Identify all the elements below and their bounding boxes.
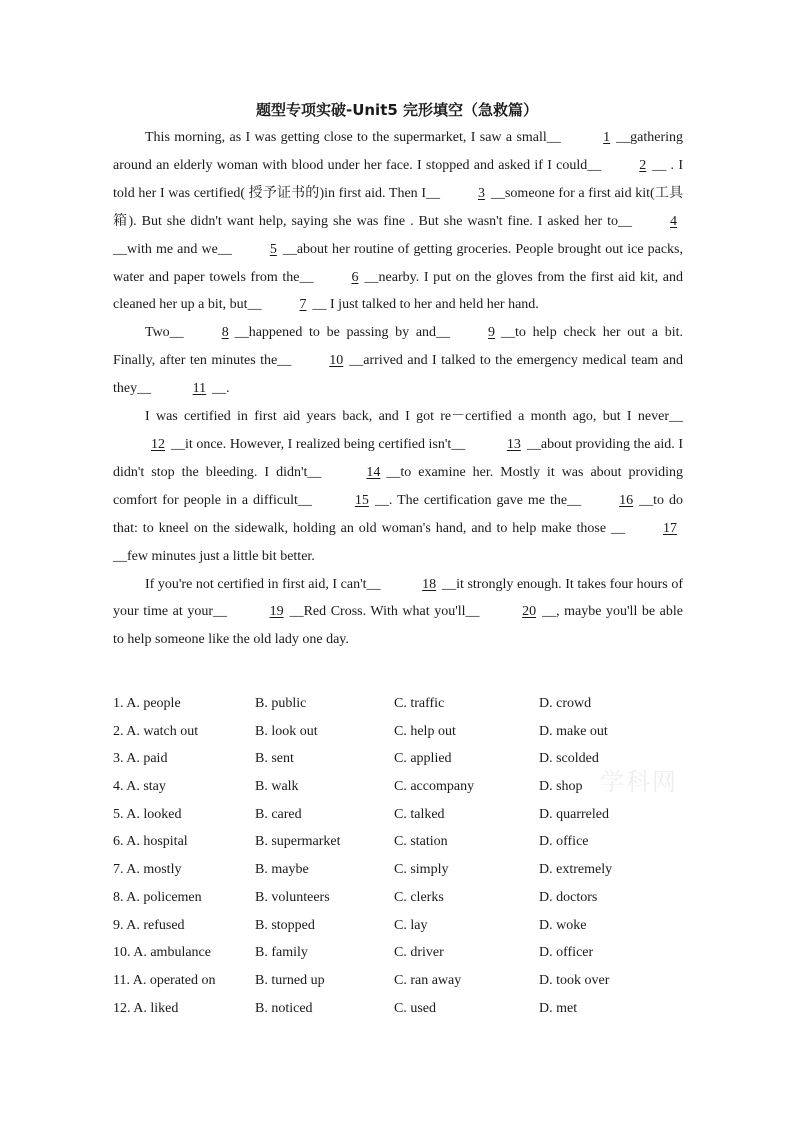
- blank-number: 13: [506, 436, 521, 452]
- option-choice: D. scolded: [539, 751, 599, 767]
- option-choice: B. stopped: [255, 917, 315, 933]
- option-choice: C. accompany: [394, 779, 475, 795]
- option-choice: D. shop: [539, 779, 583, 795]
- passage-paragraph: [113, 124, 683, 319]
- option-choice: D. met: [539, 1000, 578, 1016]
- passage-text: __.: [212, 381, 230, 397]
- blank-number: 18: [422, 576, 437, 592]
- page-title: 题型专项实破-Unit5 完形填空（急救篇）: [255, 101, 539, 119]
- blank-number: 20: [522, 604, 537, 620]
- blank-number: 11: [192, 381, 207, 397]
- passage-text: __arrived and I talked to the emergency medical team and they__: [113, 353, 683, 397]
- blank-number: 1: [603, 130, 611, 145]
- option-choice: C. clerks: [394, 889, 444, 905]
- passage-text: __ . I told her I was certified( 授予证书的)in first aid. Then I__: [113, 157, 683, 201]
- passage-text: __to do that: to kneel on the sidewalk, holding an old woman's hand, and to help make those __: [113, 492, 684, 536]
- option-choice: D. took over: [539, 972, 610, 988]
- passage-text: __it once. However, I realized being certified isn't__: [171, 436, 469, 452]
- option-choice: C. applied: [394, 751, 452, 767]
- question-row: [113, 718, 713, 746]
- question-row: [113, 828, 713, 856]
- question-row: [113, 995, 713, 1023]
- passage-text: __about providing the aid. I didn't stop the bleeding. I didn't__: [113, 436, 683, 480]
- blank-number: 9: [488, 325, 496, 341]
- blank-number: 14: [366, 464, 381, 480]
- passage-paragraph: [113, 403, 683, 570]
- passage-text: __about her routine of getting groceries. People brought out ice packs, water and paper towels from the__: [113, 241, 683, 285]
- option-choice: D. extremely: [539, 862, 613, 878]
- option-choice: C. driver: [394, 945, 444, 961]
- option-choice: 11. A. operated on: [113, 972, 216, 988]
- blank-number: 17: [663, 520, 677, 536]
- blank-number: 7: [299, 297, 307, 313]
- option-choice: B. noticed: [255, 1000, 313, 1016]
- option-choice: B. sent: [255, 751, 294, 767]
- blank-number: 3: [477, 185, 485, 201]
- passage-text: __, maybe you'll be able to help someone like the old lady one day.: [113, 604, 683, 648]
- blank-number: 6: [351, 269, 359, 285]
- blank-number: 2: [639, 157, 647, 173]
- option-choice: B. family: [255, 945, 308, 961]
- passage-text: __ I just talked to her and held her hand.: [312, 297, 539, 313]
- passage-paragraph: [113, 319, 683, 403]
- question-row: [113, 690, 713, 718]
- option-choice: C. lay: [394, 917, 428, 933]
- passage-text: __to examine her. Mostly it was about providing comfort for people in a difficult__: [113, 464, 684, 508]
- question-row: [113, 967, 713, 995]
- option-choice: C. traffic: [394, 696, 445, 711]
- option-choice: 7. A. mostly: [113, 862, 182, 878]
- question-row: [113, 884, 713, 912]
- passage-text: If you're not certified in first aid, I can't__: [145, 576, 385, 592]
- option-choice: D. quarreled: [539, 806, 609, 822]
- option-choice: C. ran away: [394, 972, 462, 988]
- option-choice: B. public: [255, 696, 307, 711]
- option-choice: 8. A. policemen: [113, 889, 202, 905]
- option-choice: 1. A. people: [113, 696, 181, 711]
- passage-text: __with me and we__: [113, 241, 232, 257]
- option-choice: B. turned up: [255, 972, 325, 988]
- passage-text: __. The certification gave me the__: [374, 492, 582, 508]
- option-choice: 3. A. paid: [113, 751, 168, 767]
- blank-number: 5: [269, 241, 277, 257]
- answer-options: [113, 690, 713, 1022]
- blank-number: 15: [354, 492, 369, 508]
- option-choice: B. supermarket: [255, 834, 341, 850]
- blank-number: 16: [619, 492, 634, 508]
- option-choice: B. cared: [255, 806, 302, 822]
- passage-text: This morning, as I was getting close to the supermarket, I saw a small__: [145, 130, 566, 145]
- blank-number: 12: [151, 436, 165, 452]
- passage-text: __gathering around an elderly woman with blood under her face. I stopped and asked if I could__: [113, 130, 683, 173]
- option-choice: 10. A. ambulance: [113, 945, 211, 961]
- passage-text: __few minutes just a little bit better.: [113, 548, 315, 564]
- question-row: [113, 939, 713, 967]
- blank-number: 4: [670, 213, 677, 229]
- option-choice: B. look out: [255, 723, 318, 739]
- option-choice: D. woke: [539, 917, 587, 933]
- question-row: [113, 801, 713, 829]
- passage-text: __to help check her out a bit. Finally, after ten minutes the__: [113, 325, 683, 369]
- option-choice: 4. A. stay: [113, 779, 166, 795]
- passage-text: __nearby. I put on the gloves from the first aid kit, and cleaned her up a bit, but__: [113, 269, 684, 313]
- question-row: [113, 856, 713, 884]
- option-choice: C. simply: [394, 862, 449, 878]
- option-choice: 2. A. watch out: [113, 723, 199, 739]
- blank-number: 8: [221, 325, 229, 341]
- option-choice: 6. A. hospital: [113, 834, 188, 850]
- blank-number: 19: [269, 604, 284, 620]
- option-choice: C. help out: [394, 723, 456, 739]
- option-choice: B. volunteers: [255, 889, 330, 905]
- passage-text: Two__: [145, 325, 184, 341]
- cloze-passage: [113, 124, 683, 654]
- option-choice: D. crowd: [539, 696, 592, 711]
- option-choice: C. used: [394, 1000, 436, 1016]
- passage-text: I was certified in first aid years back, and I got re－certified a month ago, but I never__: [145, 409, 683, 425]
- option-choice: C. station: [394, 834, 448, 850]
- option-choice: 12. A. liked: [113, 1000, 179, 1016]
- option-choice: B. maybe: [255, 862, 309, 878]
- option-choice: D. doctors: [539, 889, 598, 905]
- option-choice: D. officer: [539, 945, 594, 961]
- option-choice: D. make out: [539, 723, 608, 739]
- option-choice: B. walk: [255, 779, 299, 795]
- watermark: 学科网: [600, 768, 678, 796]
- option-choice: 5. A. looked: [113, 806, 182, 822]
- passage-text: __it strongly enough. It takes four hours of your time at your__: [113, 576, 684, 620]
- question-row: [113, 912, 713, 940]
- passage-text: __someone for a first aid kit(工具箱). But she didn't want help, saying she was fine . But she wasn't fine. I asked her to__: [113, 185, 683, 229]
- blank-number: 10: [329, 353, 344, 369]
- option-choice: C. talked: [394, 806, 445, 822]
- passage-text: __happened to be passing by and__: [234, 325, 451, 341]
- option-choice: D. office: [539, 834, 589, 850]
- option-choice: 9. A. refused: [113, 917, 185, 933]
- passage-paragraph: [113, 571, 683, 655]
- passage-text: __Red Cross. With what you'll__: [289, 604, 485, 620]
